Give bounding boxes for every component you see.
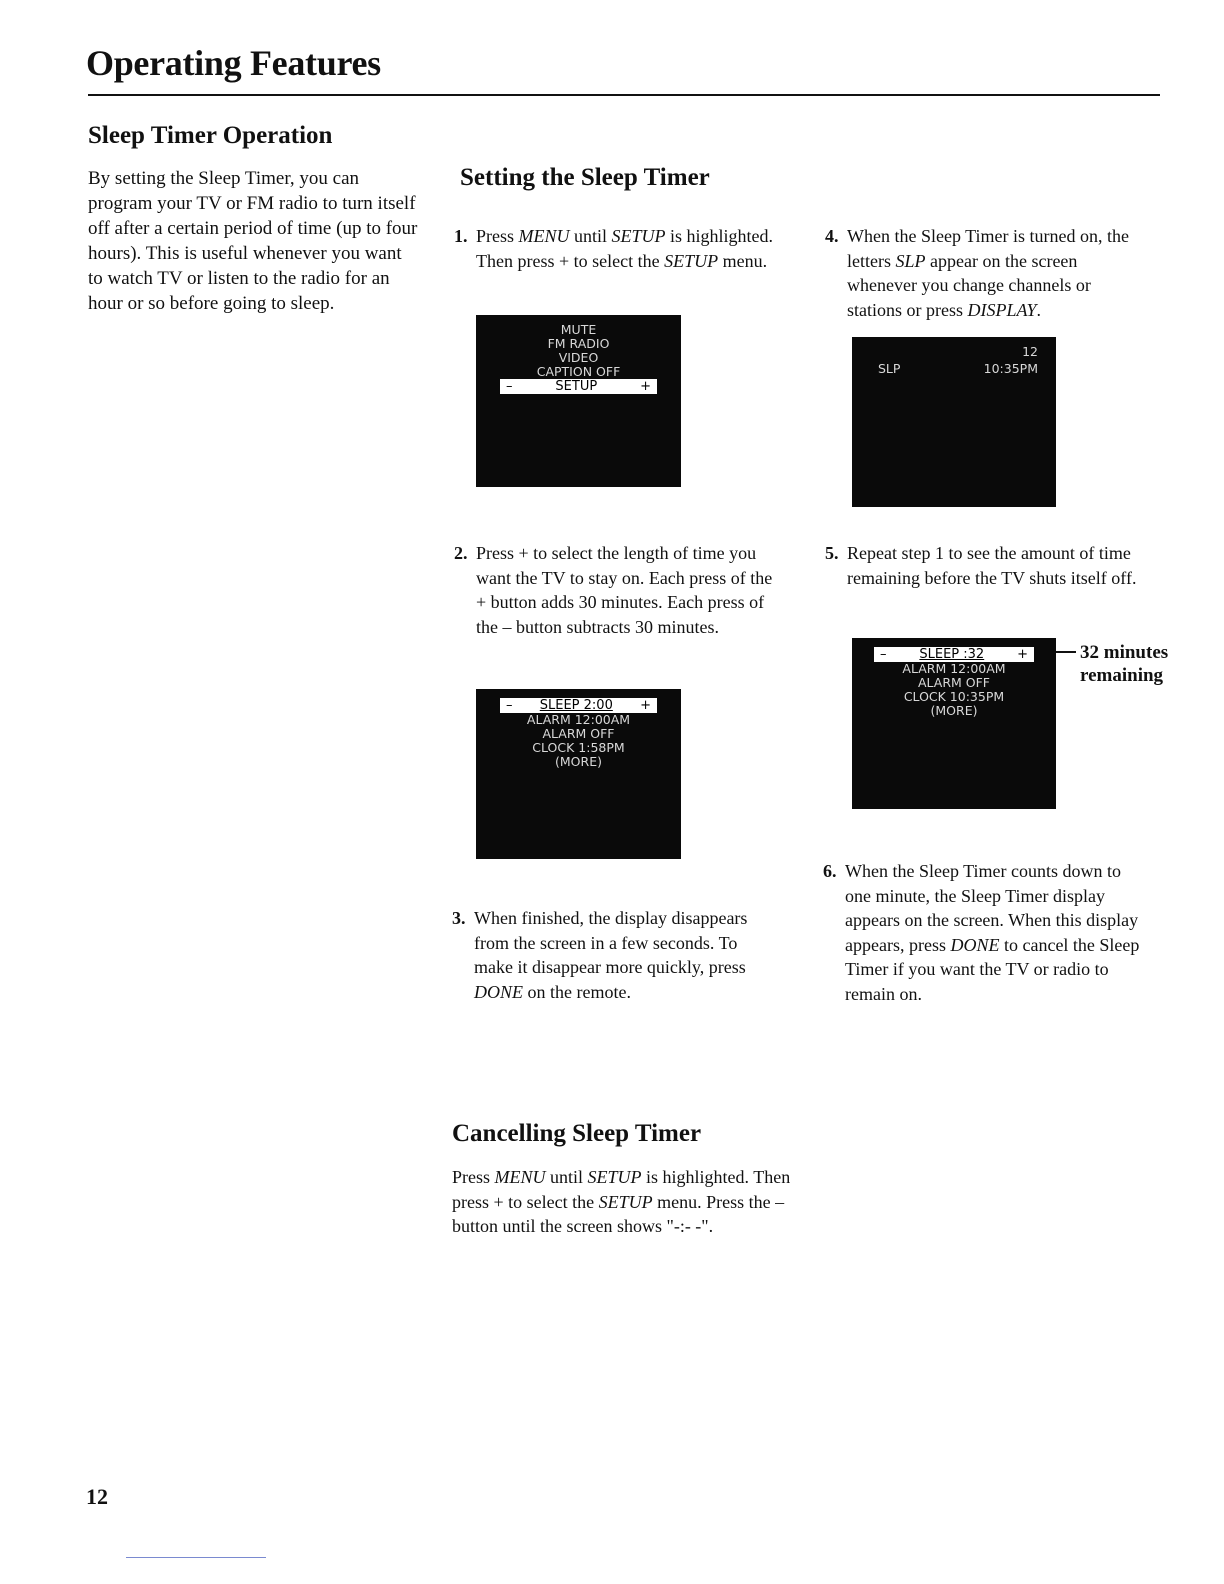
menu-item: ALARM OFF [542,726,615,741]
step-6 [823,859,1143,1006]
step-number: 2. [454,543,468,563]
callout-line-2: remaining [1080,665,1164,686]
setting-heading: Setting the Sleep Timer [460,164,710,191]
step-number: 5. [825,543,839,563]
page-number: 12 [86,1484,108,1509]
title-rule [88,94,1160,96]
tv-screen-sleep-2-00 [476,689,681,859]
tv-screen-slp [852,337,1056,507]
menu-item: (MORE) [930,703,978,718]
menu-item: FM RADIO [547,336,610,351]
step-4 [825,224,1145,322]
menu-item: VIDEO [558,350,599,365]
minus-sign: – [506,378,513,394]
step-number: 4. [825,226,839,246]
page-title: Operating Features [86,43,381,83]
minus-sign: – [506,697,513,713]
menu-item: (MORE) [555,754,602,769]
step-5 [825,541,1145,590]
step-text: Press MENU until SETUP is highlighted. Then press + to select the SETUP menu. [476,226,774,271]
selected-label: SLEEP :32 [919,646,985,662]
callout-leader-line [1056,651,1076,653]
sleep-selected-item [500,698,657,713]
cancel-heading: Cancelling Sleep Timer [452,1120,702,1147]
plus-sign: + [1017,646,1028,662]
tv-screen-sleep-32 [852,638,1056,809]
step-number: 1. [454,226,468,246]
step-3 [452,906,772,1004]
footer-rule [126,1557,266,1558]
plus-sign: + [640,697,651,713]
menu-item: CLOCK 10:35PM [903,689,1005,704]
step-1 [454,224,774,273]
callout-label [1080,641,1168,687]
menu-item: ALARM 12:00AM [902,661,1006,676]
selected-label: SETUP [555,378,598,394]
slp-indicator: SLP [878,361,901,376]
menu-item: CAPTION OFF [536,364,621,379]
step-2 [454,541,774,639]
step-text: Repeat step 1 to see the amount of time remaining before the TV shuts itself off. [847,543,1137,588]
step-number: 3. [452,908,466,928]
menu-item: CLOCK 1:58PM [532,740,625,755]
callout-line-1: 32 minutes [1080,642,1169,663]
step-number: 6. [823,861,837,881]
sleep-selected-item [874,647,1034,662]
tv-screen-setup-menu [476,315,681,487]
step-text: Press + to select the length of time you want the TV to stay on. Each press of the + button adds 30 minutes. Each press of the – button subtracts 30 minutes. [476,543,773,637]
selected-label: SLEEP 2:00 [539,697,613,713]
menu-item: MUTE [560,322,597,337]
intro-text: By setting the Sleep Timer, you can program your TV or FM radio to turn itself off after a certain period of time (up to four hours). This is useful whenever you want to watch TV or listen to the radio for an hour or so before going to sleep. [88,168,418,314]
step-text: When finished, the display disappears from the screen in a few seconds. To make it disappear more quickly, press DONE on the remote. [474,908,748,1002]
plus-sign: + [640,378,651,394]
clock-time: 10:35PM [983,361,1038,376]
step-text: When the Sleep Timer counts down to one minute, the Sleep Timer display appears on the screen. When this display appears, press DONE to cancel the Sleep Timer if you want the TV or radio to remain on. [845,861,1140,1004]
channel-number: 12 [1022,344,1038,359]
menu-selected-item [500,379,657,394]
cancel-text: Press MENU until SETUP is highlighted. Then press + to select the SETUP menu. Press the – button until the screen shows "-:- -". [452,1167,791,1236]
step-text: When the Sleep Timer is turned on, the letters SLP appear on the screen whenever you change channels or stations or press DISPLAY. [847,226,1129,320]
menu-item: ALARM OFF [917,675,990,690]
minus-sign: – [880,646,887,662]
intro-heading: Sleep Timer Operation [88,122,333,149]
menu-item: ALARM 12:00AM [526,712,631,727]
